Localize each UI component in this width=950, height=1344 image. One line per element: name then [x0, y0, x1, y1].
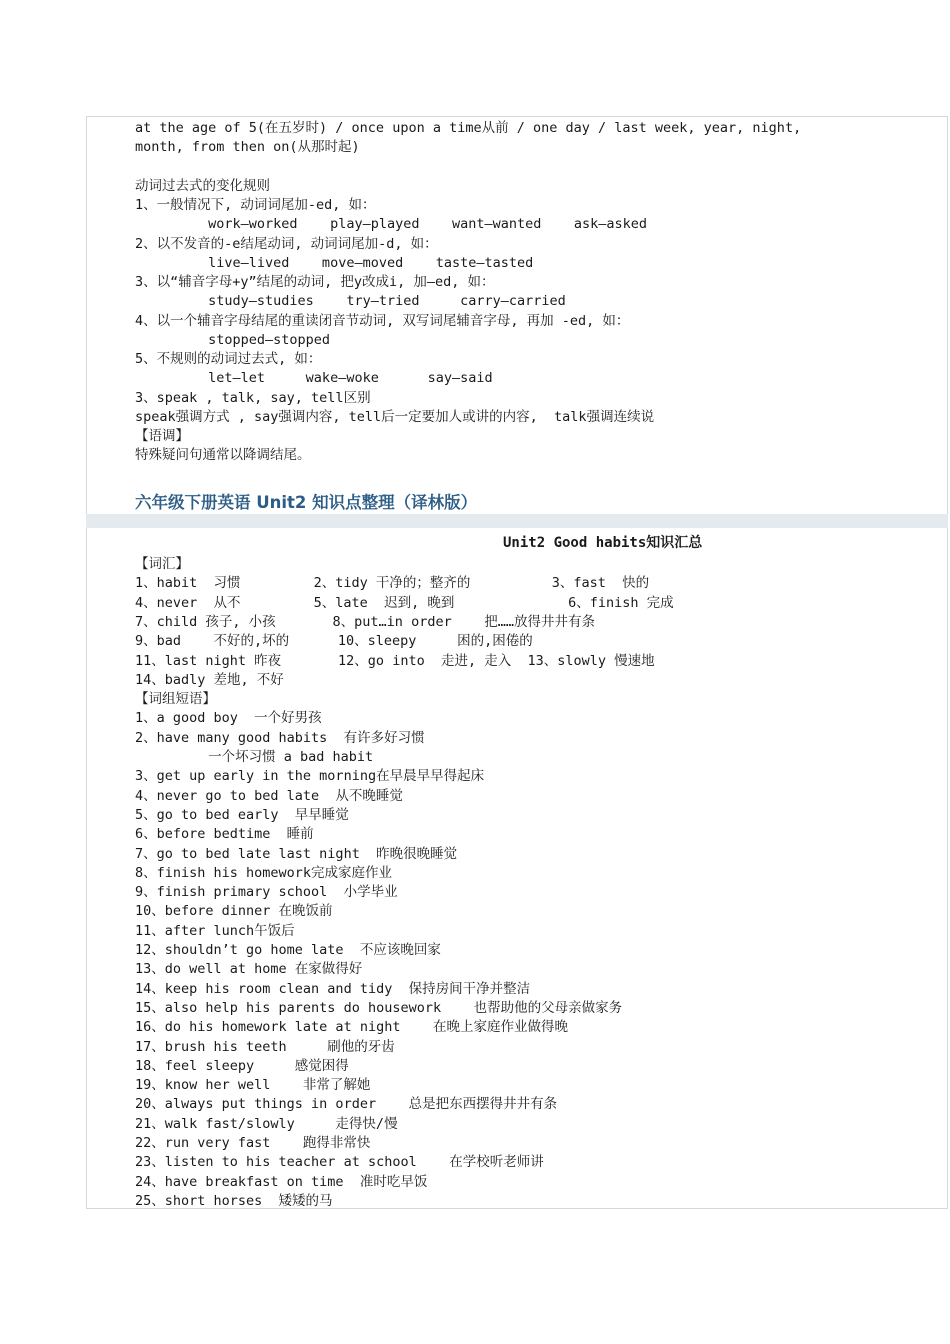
text-line: 20、always put things in order 总是把东西摆得井井有条 [135, 1096, 558, 1113]
text-line: 动词过去式的变化规则 [135, 177, 270, 194]
text-line: 24、have breakfast on time 准时吃早饭 [135, 1173, 428, 1190]
text-line: 18、feel sleepy 感觉困得 [135, 1057, 349, 1074]
text-line: 1、一般情况下, 动词词尾加-ed, 如： [135, 197, 376, 213]
page2-subtitle: Unit2 Good habits知识汇总 [503, 535, 703, 551]
text-line: 11、after lunch午饭后 [135, 922, 295, 939]
text-line: 14、badly 差地, 不好 [135, 671, 284, 688]
text-line: 25、short horses 矮矮的马 [135, 1192, 333, 1209]
text-line: 【语调】 [135, 428, 189, 444]
text-line: 4、never go to bed late 从不晚睡觉 [135, 787, 403, 804]
text-line: 16、do his homework late at night 在晚上家庭作业做得晚 [135, 1019, 568, 1036]
text-line: speak强调方式 , say强调内容, tell后一定要加人或讲的内容, talk强调连续说 [135, 408, 655, 425]
page-divider-band [86, 514, 948, 528]
text-line: 3、get up early in the morning在早晨早早得起床 [135, 768, 485, 785]
text-line: 一个坏习惯 a bad habit [135, 749, 374, 765]
text-line: 特殊疑问句通常以降调结尾。 [135, 447, 311, 464]
text-line: 5、go to bed early 早早睡觉 [135, 806, 349, 823]
text-line: 12、shouldn’t go home late 不应该晚回家 [135, 942, 441, 958]
text-line: 1、a good boy 一个好男孩 [135, 710, 322, 727]
text-line: 21、walk fast/slowly 走得快/慢 [135, 1115, 398, 1132]
text-line: 9、bad 不好的,坏的 10、sleepy 困的,困倦的 [135, 633, 533, 650]
text-line: study—studies try—tried carry—carried [135, 293, 566, 310]
text-line: 【词组短语】 [135, 691, 216, 708]
text-line: 4、never 从不 5、late 迟到, 晚到 6、finish 完成 [135, 594, 674, 611]
text-line: 14、keep his room clean and tidy 保持房间干净并整洁 [135, 980, 531, 997]
text-line: 11、last night 昨夜 12、go into 走进, 走入 13、slowly 慢速地 [135, 652, 655, 669]
text-line: let—let wake—woke say—said [135, 370, 493, 387]
text-line: 17、brush his teeth 刷他的牙齿 [135, 1038, 395, 1055]
text-line: 1、habit 习惯 2、tidy 干净的；整齐的 3、fast 快的 [135, 575, 650, 592]
text-line: live—lived move—moved taste—tasted [135, 254, 534, 271]
text-line: month, from then on(从那时起) [135, 139, 360, 156]
text-line: 7、go to bed late last night 昨晚很晚睡觉 [135, 845, 458, 862]
section-heading: 六年级下册英语 Unit2 知识点整理（译林版） [135, 493, 478, 512]
text-line: 13、do well at home 在家做得好 [135, 961, 363, 978]
text-line: 10、before dinner 在晚饭前 [135, 903, 333, 920]
text-line: 2、have many good habits 有许多好习惯 [135, 729, 425, 746]
text-line: 3、speak , talk, say, tell区别 [135, 389, 371, 406]
text-line: 7、child 孩子, 小孩 8、put…in order 把……放得井井有条 [135, 613, 595, 630]
text-line: 8、finish his homework完成家庭作业 [135, 864, 393, 881]
text-line: stopped—stopped [135, 331, 331, 348]
text-line: work—worked play—played want—wanted ask—asked [135, 216, 648, 233]
text-line: 2、以不发音的-e结尾动词, 动词词尾加-d, 如： [135, 235, 438, 252]
text-line: 【词汇】 [135, 556, 189, 572]
text-line: 22、run very fast 跑得非常快 [135, 1135, 371, 1151]
text-line: 4、以一个辅音字母结尾的重读闭音节动词, 双写词尾辅音字母, 再加 -ed, 如： [135, 312, 630, 329]
text-line: 19、know her well 非常了解她 [135, 1077, 371, 1094]
text-line: 6、before bedtime 睡前 [135, 826, 314, 843]
text-line: 5、不规则的动词过去式, 如： [135, 351, 322, 367]
text-line: 23、listen to his teacher at school 在学校听老师讲 [135, 1154, 544, 1171]
text-line: 3、以“辅音字母+y”结尾的动词, 把y改成i, 加—ed, 如： [135, 274, 495, 290]
text-line: 9、finish primary school 小学毕业 [135, 884, 398, 901]
text-line: at the age of 5(在五岁时) / once upon a time从前 / one day / last week, year, night, [135, 120, 802, 136]
text-line: 15、also help his parents do housework 也帮助他的父母亲做家务 [135, 999, 623, 1016]
